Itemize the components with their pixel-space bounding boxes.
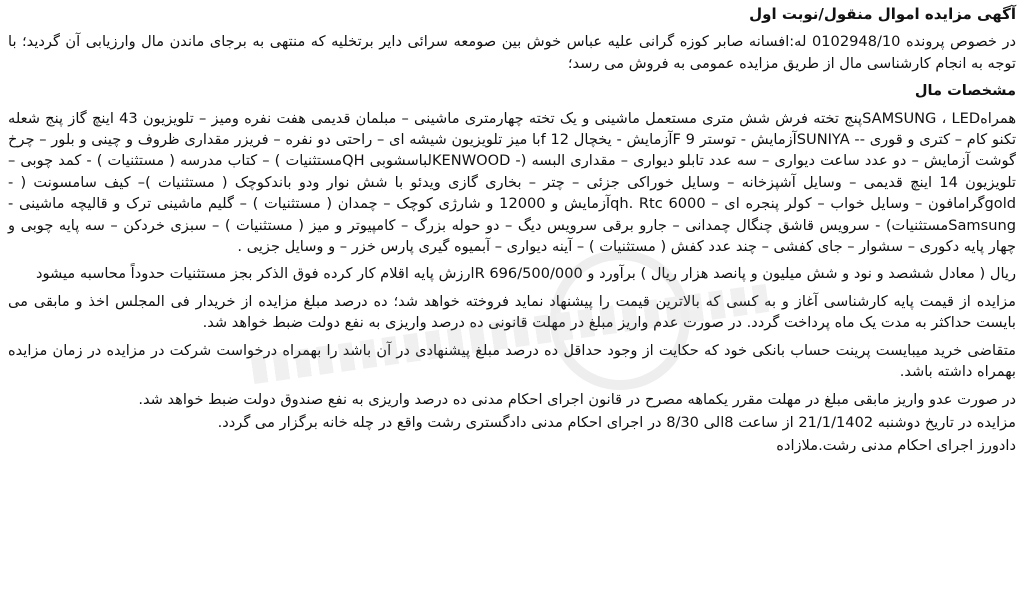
valuation-text: ریال ( معادل ششصد و نود و شش میلیون و پانصد هزار ریال ) برآورد و 696/500/000 Rارزش پایه اقلام کار کرده فوق الذکر بجز مستثنیات حدوداً محاسبه میشود [35, 265, 1016, 283]
non-payment-text: در صورت عدو واریز مابقی مبلغ در مهلت مقرر یکماهه مصرح در قانون اجرای احکام مدنی ده درصد واریزی به نفع صندوق دولت ضبط خواهد شد. [138, 390, 1016, 408]
auction-notice [8, 4, 1016, 607]
applicants-text: متقاضی خرید میبایست پرینت حساب بانکی خود که حکایت از وجود حداقل ده درصد مبلغ پیشنهادی در آن باشد را بهمراه درخواست شرکت در مزایده در زمان مزایده بهمراه داشته باشد. [8, 341, 1016, 381]
signature-line: دادورز اجرای احکام مدنی رشت.ملازاده [776, 437, 1016, 455]
notice-title: آگهی مزایده اموال منقول/نوبت اول [749, 5, 1016, 23]
specs-text: همراهSAMSUNG ، LEDپنج تخته فرش شش متری مستعمل ماشینی و یک تخته چهارمتری ماشینی – مبلمان قدیمی هفت نفره ومیز – تلویزیون 43 اینچ گاز پنج شعله تکنو کام – کتری و قوری -- SUNIYAآزمایش - توستر 9 Fآزمایش - یخچال f 12با میز تلویزیون شیشه ای – راحتی دو نفره – فریزر مقداری ظروف و چینی و بلور – چرخ گوشت آزمایش – دو عدد ساعت دیواری – سه عدد تابلو دیواری – مقداری البسه (- KENWOODلباسشوبی QHمستثنیات ) – کتاب مدرسه ( مستثنیات ) - کمد چوبی – تلویزیون 14 اینچ قدیمی – وسایل آشپزخانه – وسایل خوراکی جزئی – چتر – بخاری گازی ویدئو با شش نوار ودو باندکوچک ( مستثنیات )– کیف سامسونت ( - goldگرامافون – وسایل خواب – کولر پنجره ای – qh. Rtc 6000آزمایش و 12000 و شارژی کوچک – چمدان ( مستثنیات ) – گلیم ماشینی ترک و قالیچه ماشینی - Samsungمستثنیات) - سرویس قاشق چنگال چمدانی – جارو برقی سرویس دیگ – دو حوله بزرگ – کامپیوتر و میز ( مستثنیات ) – سبزی خردکن – سه پایه چوبی و چهار پایه دکوری – سشوار – جای کفشی – چند عدد کفش ( مستثنیات ) – آینه دیواری – آبمیوه گیری پارس خزر – و وسایل جزیی . [8, 109, 1017, 256]
auction-terms: مزایده از قیمت پایه کارشناسی آغاز و به کسی که بالاترین قیمت را پیشنهاد نماید فروخته خواهد شد؛ ده درصد مبلغ مزایده از خریدار فی المجلس اخذ و مابقی می بایست حداکثر به مدت یک ماه پرداخت گردد. در صورت عدم واریز مبلغ در مهلت قانونی ده درصد واریزی به نفع دولت ضبط خواهد شد. [8, 292, 1016, 332]
specs-heading: مشخصات مال [914, 82, 1016, 100]
schedule-text: مزایده در تاریخ دوشنبه 21/1/1402 از ساعت 8الی 8/30 در اجرای احکام مدنی دادگستری رشت واقع در چله خانه برگزار می گردد. [217, 413, 1016, 431]
notice-intro: در خصوص پرونده 0102948/10 له:افسانه صابر کوزه گرانی علیه عباس خوش بین صومعه سرائی دایر برتخلیه که منتهی به برجای ماندن مال وارزیابی آن گردید؛ با توجه به انجام کارشناسی مال از طریق مزایده عمومی به فروش می رسد؛ [8, 33, 1016, 72]
